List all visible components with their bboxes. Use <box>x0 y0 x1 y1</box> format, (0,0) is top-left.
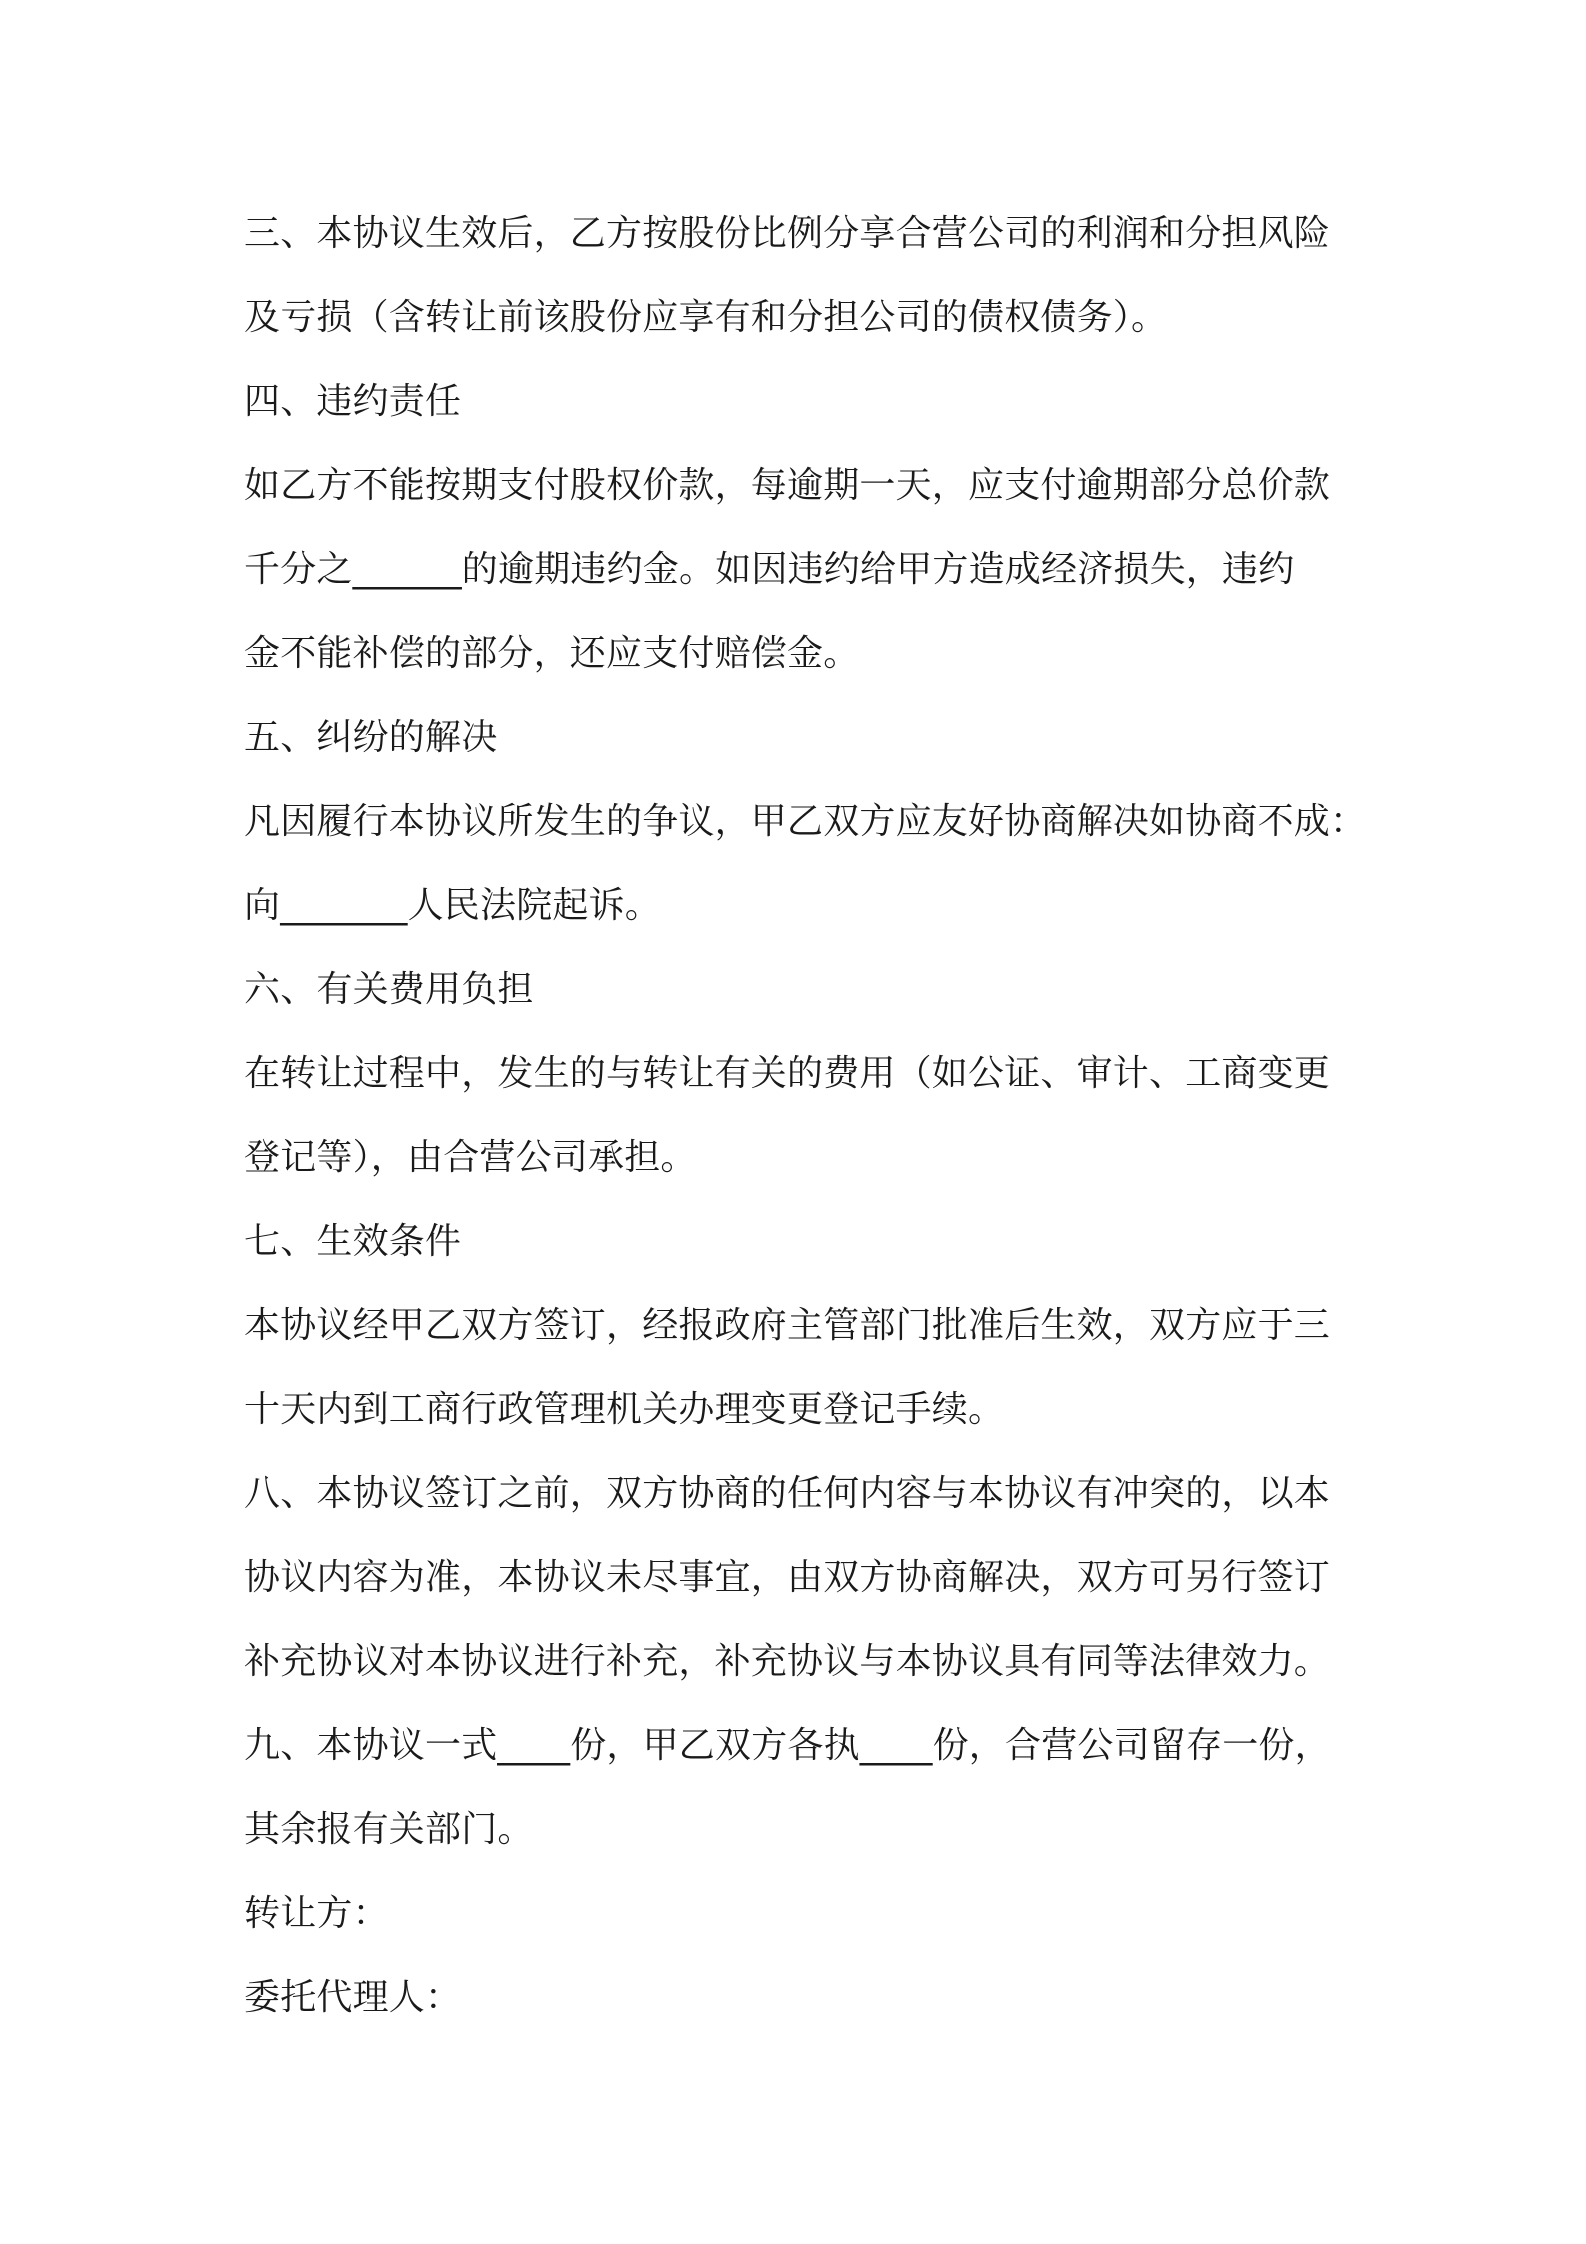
clause-9-line-2: 其余报有关部门。 <box>244 1809 534 1850</box>
document-body <box>244 192 1367 2040</box>
clause-6-line-2: 登记等），由合营公司承担。 <box>244 1137 697 1178</box>
clause-7-line-2: 十天内到工商行政管理机关办理变更登记手续。 <box>244 1389 1005 1430</box>
clause-4-line-1: 如乙方不能按期支付股权价款，每逾期一天，应支付逾期部分总价款 <box>244 465 1331 506</box>
transferor-label: 转让方： <box>244 1893 389 1934</box>
clause-5-line-1: 凡因履行本协议所发生的争议，甲乙双方应友好协商解决如协商不成： <box>244 801 1367 842</box>
clause-5-line-2: 向_______人民法院起诉。 <box>244 885 662 926</box>
clause-6-heading: 六、有关费用负担 <box>244 969 534 1010</box>
clause-8-line-3: 补充协议对本协议进行补充，补充协议与本协议具有同等法律效力。 <box>244 1641 1331 1682</box>
clause-7-heading: 七、生效条件 <box>244 1221 462 1262</box>
clause-8-line-2: 协议内容为准，本协议未尽事宜，由双方协商解决，双方可另行签订 <box>244 1557 1331 1598</box>
agent-label: 委托代理人： <box>244 1977 462 2018</box>
clause-3-line-1: 三、本协议生效后，乙方按股份比例分享合营公司的利润和分担风险 <box>244 213 1331 254</box>
clause-5-heading: 五、纠纷的解决 <box>244 717 498 758</box>
clause-4-line-2: 千分之______的逾期违约金。如因违约给甲方造成经济损失，违约 <box>244 549 1295 590</box>
clause-8-line-1: 八、本协议签订之前，双方协商的任何内容与本协议有冲突的，以本 <box>244 1473 1331 1514</box>
clause-4-heading: 四、违约责任 <box>244 381 462 422</box>
clause-6-line-1: 在转让过程中，发生的与转让有关的费用（如公证、审计、工商变更 <box>244 1053 1331 1094</box>
clause-3-line-2: 及亏损（含转让前该股份应享有和分担公司的债权债务）。 <box>244 297 1168 338</box>
clause-4-line-3: 金不能补偿的部分，还应支付赔偿金。 <box>244 633 860 674</box>
clause-7-line-1: 本协议经甲乙双方签订，经报政府主管部门批准后生效，双方应于三 <box>244 1305 1331 1346</box>
clause-9-line-1: 九、本协议一式____份，甲乙双方各执____份，合营公司留存一份， <box>244 1725 1331 1766</box>
